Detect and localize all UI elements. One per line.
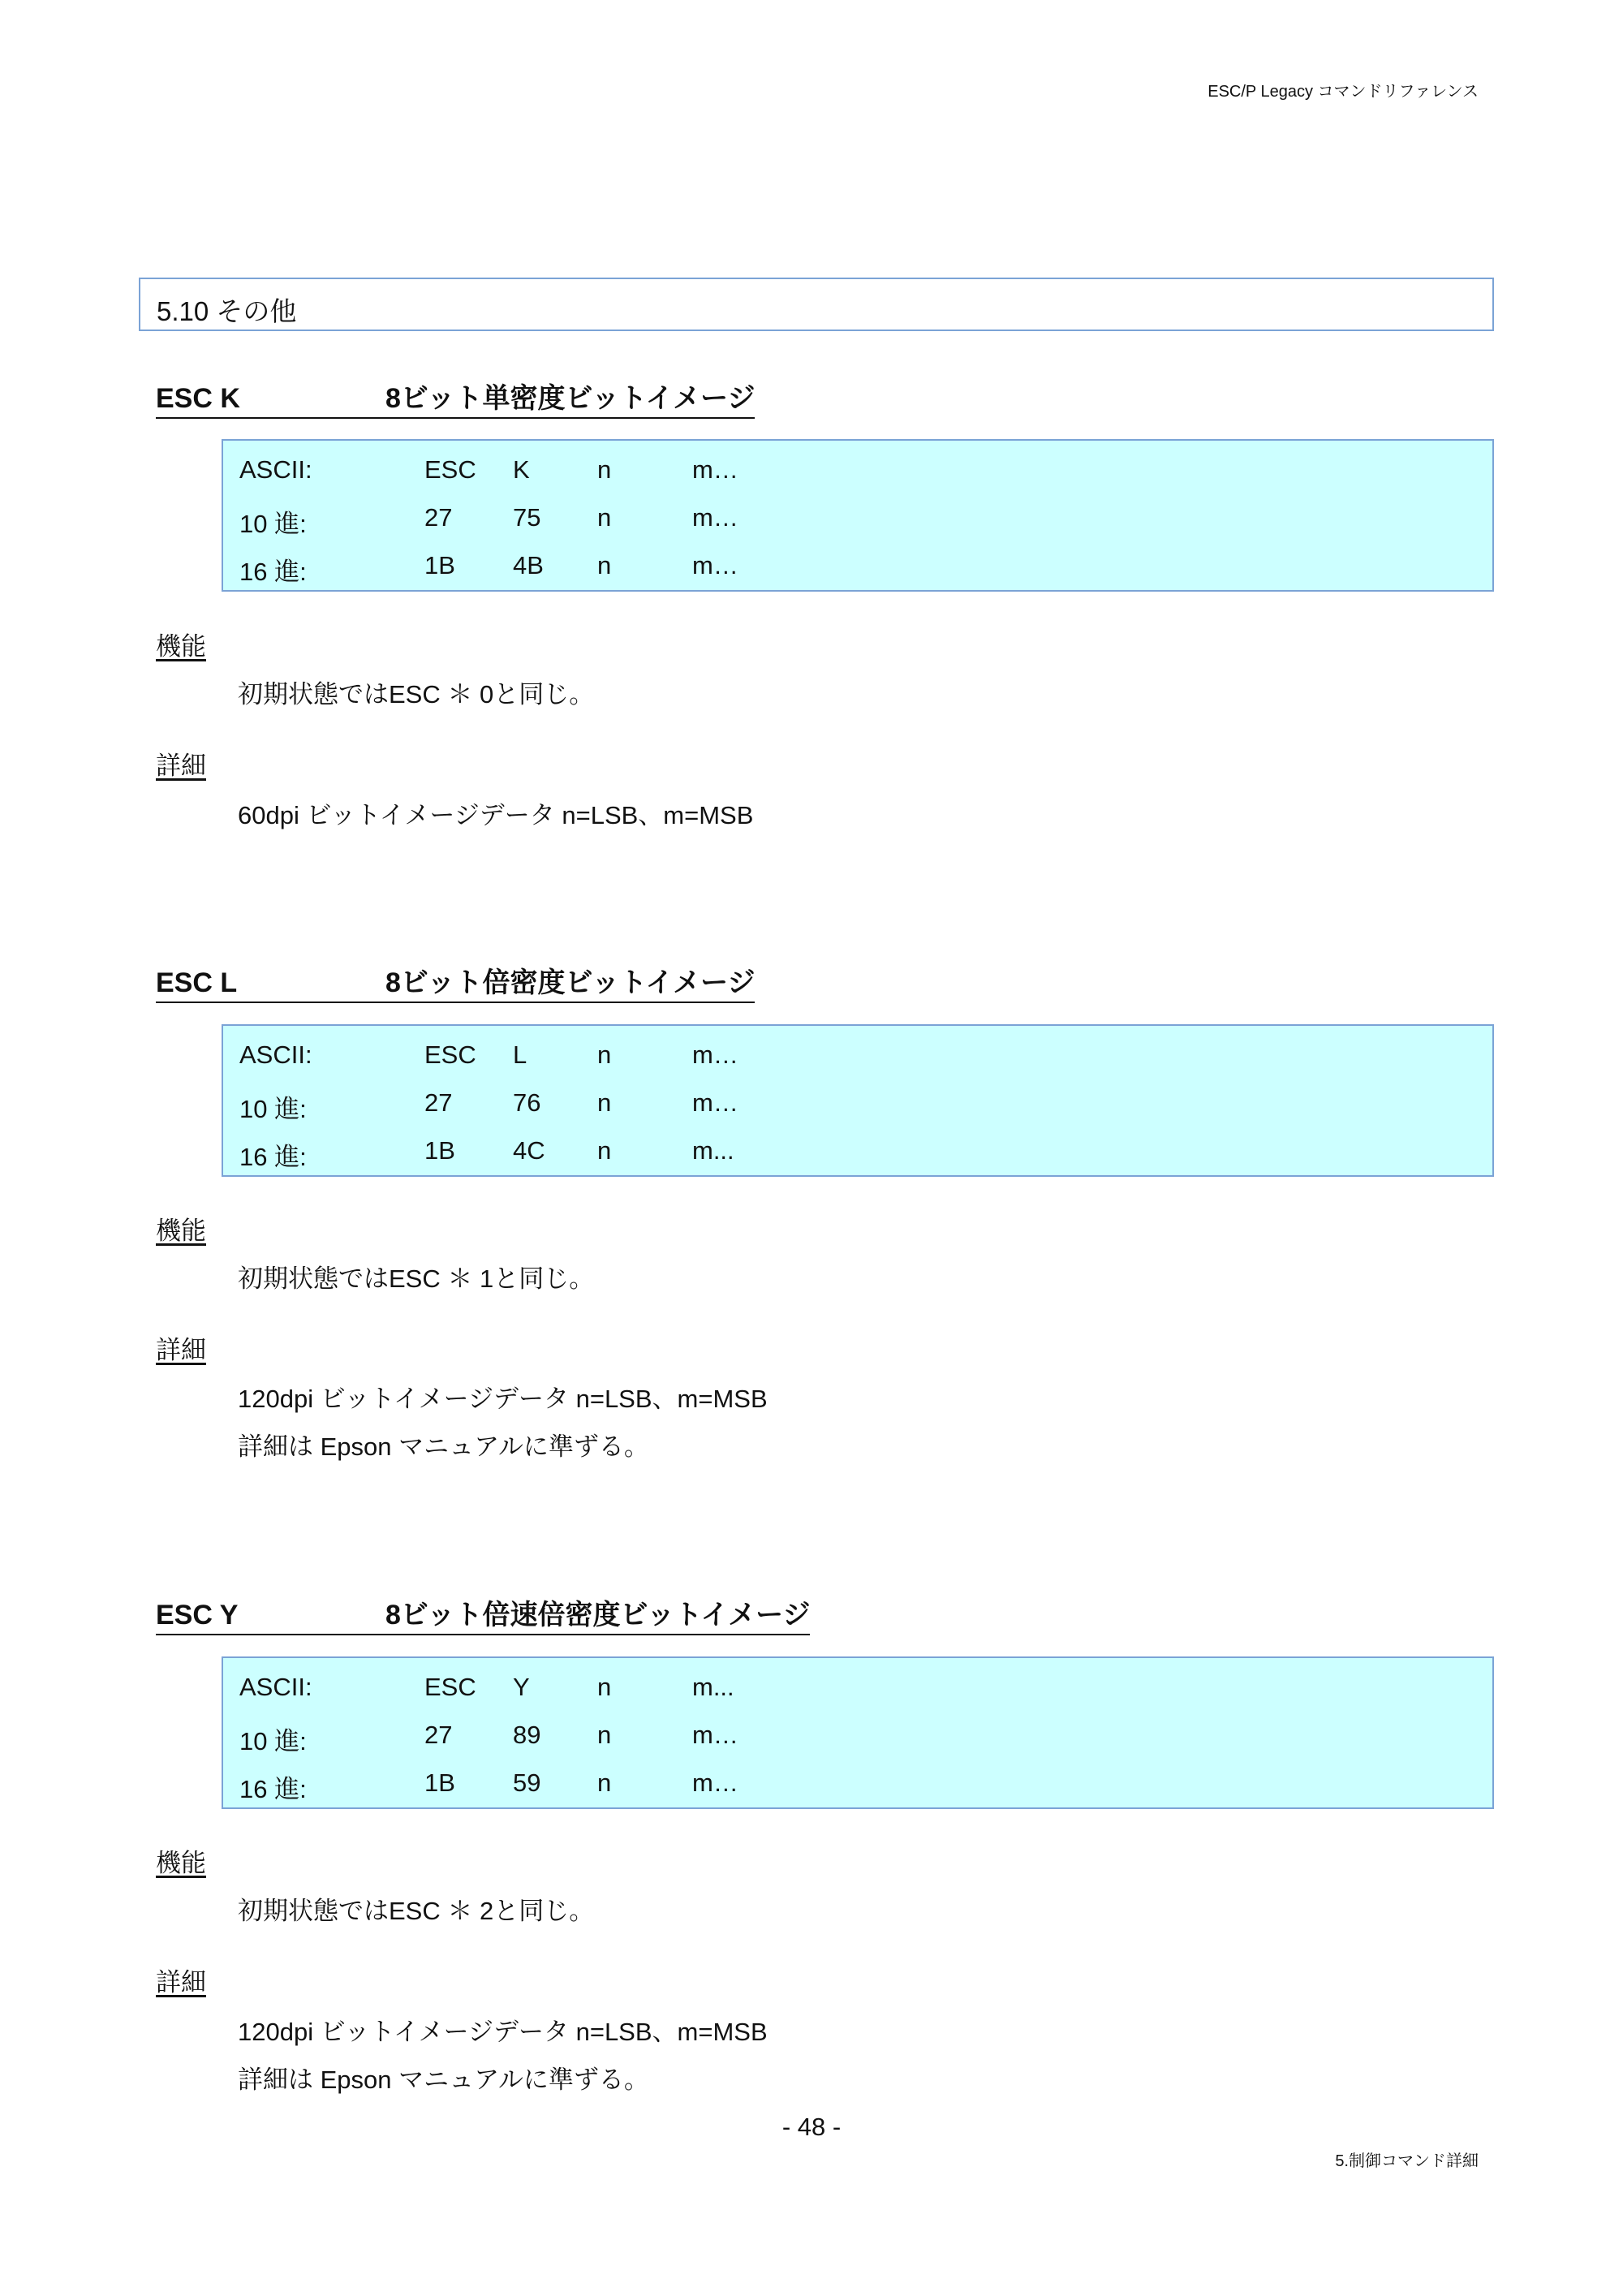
code-cell: n xyxy=(597,455,612,484)
code-cell: m… xyxy=(692,1088,738,1117)
code-cell: n xyxy=(597,503,612,532)
code-cell: n xyxy=(597,1768,612,1797)
code-cell: 27 xyxy=(424,1088,453,1117)
code-cell: n xyxy=(597,1673,612,1701)
section-title: 5.10 その他 xyxy=(157,296,297,326)
command-name: ESC Y xyxy=(156,1600,239,1630)
command-title: 8ビット倍密度ビットイメージ xyxy=(385,967,756,998)
page-number: - 48 - xyxy=(781,2113,842,2141)
code-cell: L xyxy=(513,1040,527,1069)
code-cell: n xyxy=(597,551,612,579)
code-cell: ESC xyxy=(424,1040,476,1069)
command-name: ESC L xyxy=(156,967,238,998)
code-cell: 10 進: xyxy=(239,1095,307,1123)
code-cell: 1B xyxy=(424,551,455,579)
code-cell: ASCII: xyxy=(239,455,312,484)
code-cell: n xyxy=(597,1088,612,1117)
detail-text: 120dpi ビットイメージデータ n=LSB、m=MSB xyxy=(238,2018,768,2046)
function-label: 機能 xyxy=(156,1217,206,1245)
code-cell: ASCII: xyxy=(239,1040,312,1069)
code-cell: 4B xyxy=(513,551,544,579)
code-cell: 16 進: xyxy=(239,1143,307,1171)
code-cell: n xyxy=(597,1040,612,1069)
code-cell: m... xyxy=(692,1673,734,1701)
code-cell: m… xyxy=(692,455,738,484)
code-cell: 27 xyxy=(424,1721,453,1749)
code-cell: ESC xyxy=(424,455,476,484)
code-cell: 59 xyxy=(513,1768,541,1797)
section-title-box xyxy=(139,278,1494,331)
function-text: 初期状態ではESC ＊ 0と同じ。 xyxy=(238,680,595,709)
code-cell: m… xyxy=(692,1040,738,1069)
function-label: 機能 xyxy=(156,1849,206,1877)
code-cell: m… xyxy=(692,1768,738,1797)
code-cell: 76 xyxy=(513,1088,541,1117)
command-name: ESC K xyxy=(156,383,240,414)
code-table-esc-k xyxy=(222,439,1494,592)
code-cell: m... xyxy=(692,1136,734,1165)
code-cell: m… xyxy=(692,503,738,532)
code-cell: K xyxy=(513,455,530,484)
code-cell: 16 進: xyxy=(239,1775,307,1803)
command-heading-esc-l xyxy=(156,960,755,1003)
code-cell: 1B xyxy=(424,1768,455,1797)
code-cell: n xyxy=(597,1136,612,1165)
code-cell: m… xyxy=(692,1721,738,1749)
detail-label: 詳細 xyxy=(156,752,206,780)
code-table-esc-y xyxy=(222,1656,1494,1809)
function-text: 初期状態ではESC ＊ 2と同じ。 xyxy=(238,1897,595,1925)
code-cell: n xyxy=(597,1721,612,1749)
code-cell: 10 進: xyxy=(239,510,307,538)
code-cell: 89 xyxy=(513,1721,541,1749)
code-cell: 27 xyxy=(424,503,453,532)
running-header: ESC/P Legacy コマンドリファレンス xyxy=(1208,83,1479,101)
code-cell: m… xyxy=(692,551,738,579)
command-title: 8ビット単密度ビットイメージ xyxy=(385,383,756,414)
command-heading-esc-k xyxy=(156,376,755,419)
code-cell: 10 進: xyxy=(239,1727,307,1755)
code-cell: ASCII: xyxy=(239,1673,312,1701)
command-heading-esc-y xyxy=(156,1592,810,1635)
code-cell: 75 xyxy=(513,503,541,532)
detail-text: 120dpi ビットイメージデータ n=LSB、m=MSB xyxy=(238,1385,768,1413)
code-cell: 16 進: xyxy=(239,558,307,586)
detail-text: 60dpi ビットイメージデータ n=LSB、m=MSB xyxy=(238,801,754,829)
running-footer: 5.制御コマンド詳細 xyxy=(1335,2152,1479,2170)
detail-text: 詳細は Epson マニュアルに準ずる。 xyxy=(238,1432,649,1461)
code-cell: Y xyxy=(513,1673,530,1701)
detail-text: 詳細は Epson マニュアルに準ずる。 xyxy=(238,2066,649,2094)
command-title: 8ビット倍速倍密度ビットイメージ xyxy=(385,1600,811,1630)
detail-label: 詳細 xyxy=(156,1968,206,1997)
code-cell: ESC xyxy=(424,1673,476,1701)
detail-label: 詳細 xyxy=(156,1336,206,1364)
code-table-esc-l xyxy=(222,1024,1494,1177)
code-cell: 1B xyxy=(424,1136,455,1165)
function-label: 機能 xyxy=(156,632,206,661)
code-cell: 4C xyxy=(513,1136,545,1165)
function-text: 初期状態ではESC ＊ 1と同じ。 xyxy=(238,1264,595,1293)
